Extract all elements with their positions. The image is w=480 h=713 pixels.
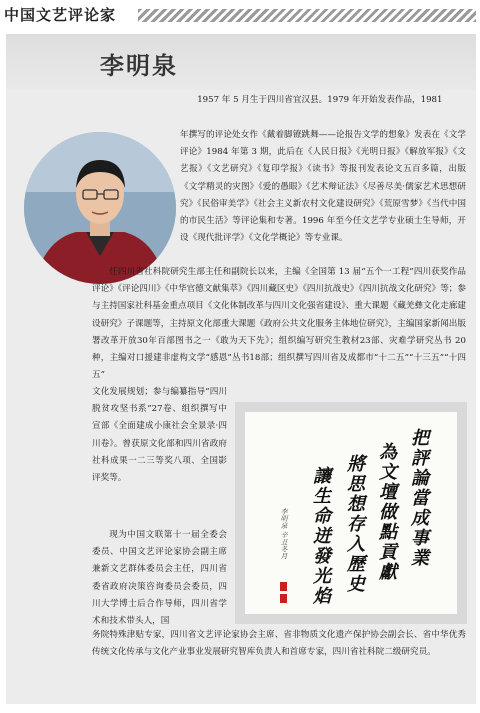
- bio-paragraph-1-line-1: 1957 年 5 月生于四川省宜汉县。1979 年开始发表作品，1981: [197, 95, 443, 105]
- calligraphy-line-4: 讓生命迸發光焰: [310, 466, 331, 606]
- bio-paragraph-3-continued: 务院特殊津贴专家，四川省文艺评论家协会主席、省非物质文化遗产保护协会副会长、省中华优秀传统文化传承与文化产业事业发展研究智库负责人和首席专家，四川省社科院二级研究员。: [92, 630, 466, 658]
- calligraphy-frame: [235, 402, 467, 624]
- header: [0, 0, 480, 30]
- calligraphy-line-2: 為文壇做點貢獻: [376, 442, 397, 582]
- bio-paragraph-1: 年撰写的评论处女作《戴着脚镣跳舞——论报告文学的想象》发表在《文学评论》1984 年第 3 期，此后在《人民日报》《光明日报》《解放军报》《文艺报》《文艺研究》《复印学报》《读书》等报刊发表论文五百多篇，出版《文学精灵的灾图》《爱的愚眼》《艺术辩证法》《尽善尽美·儒家艺术思想研究》《民俗审美学》《社会主义新农村文化建设研究》《荒原雪梦》《当代中国的市民生活》等评论集和专著。1996 年至今任文艺学专业硕士生导师，开设《现代批评学》《文化学概论》等专业课。: [180, 130, 466, 244]
- bio-paragraph-2-continued: 文化发展规划；参与编纂指导“四川脱贫攻坚书系”27卷、组织撰写中宣部《全面建成小康社会全景录·四川卷》。曾获原文化部和四川省政府社科成果一二三等奖八项、全国影评奖等。: [92, 387, 227, 484]
- seal-stamp-icon: [280, 594, 287, 603]
- calligraphy-line-1: 把評論當成事業: [408, 428, 429, 568]
- portrait-photo: [24, 132, 176, 284]
- calligraphy-line-3: 將思想存入歷史: [344, 454, 365, 594]
- calligraphy-signature: 李明泉 辛丑冬月: [280, 508, 288, 560]
- seal-stamp-icon: [280, 582, 287, 591]
- bio-paragraph-3: 现为中国文联第十一届全委会委员、中国文艺评论家协会副主席兼新文艺群体委员会主任，四川省委省政府决策咨询委员会委员，四川大学博士后合作导师，四川省学术和技术带头人，国: [92, 530, 227, 627]
- calligraphy-artwork: [245, 412, 457, 614]
- person-name: 李明泉: [100, 51, 178, 80]
- header-decorative-stripes: [138, 9, 476, 22]
- bio-paragraph-2: 任四川省社科院研究生部主任和副院长以来，主编《全国第 13 届“五个一工程”四川获奖作品评论》《评论四川》《中华官德文献集萃》《四川藏区史》《四川抗战史》《四川抗战文化研究》等；参与主持国家社科基金重点项目《文化体制改革与四川文化强省建设》、重大课题《藏羌彝文化走廊建设研究》子课题等，主持原文化部重大课题《政府公共文化服务主体地位研究》，主编国家新闻出版署改革开放30年百部图书之一《敢为天下先》；组织编写研究生教材23部、灾难学研究丛书 20种，主编对口援建非虚构文学“感恩”丛书18部；组织撰写四川省及成都市“十二五”“十三五”“十四五”: [92, 267, 466, 381]
- title-band: [6, 34, 476, 90]
- portrait-illustration: [24, 132, 176, 284]
- section-title: 中国文艺评论家: [4, 6, 117, 24]
